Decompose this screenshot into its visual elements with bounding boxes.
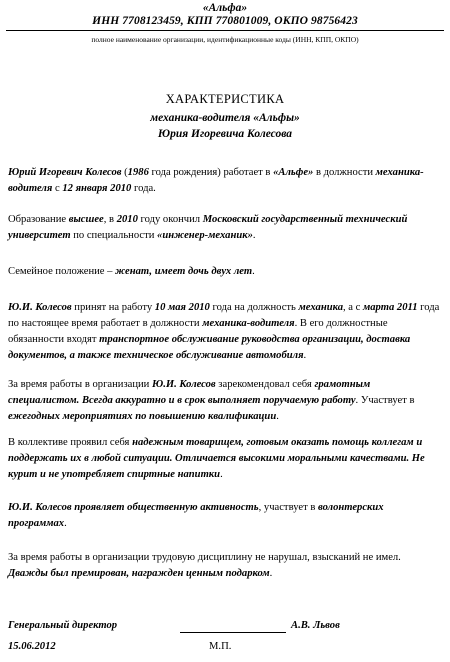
text-run: Ю.И. Колесов — [152, 379, 216, 390]
text-run: Московский государственный технический университет — [8, 214, 408, 241]
text-run: женат, имеет дочь двух лет — [115, 266, 253, 277]
text-run: зарекомендовал себя — [215, 379, 315, 390]
paragraph-education — [8, 212, 442, 244]
text-run: «инженер-механик» — [157, 230, 253, 241]
text-run: механика — [298, 302, 343, 313]
text-run: года на должность — [209, 302, 299, 313]
document-title: ХАРАКТЕРИСТИКА — [165, 92, 285, 106]
text-run: года рождения) работает в — [148, 167, 274, 178]
text-run: ежегодных мероприятиях по повышению квалификации — [8, 411, 277, 422]
signer-position: Генеральный директор — [8, 620, 118, 631]
text-run: в должности — [313, 167, 376, 178]
text-run: года по настоящее время работает в должности — [8, 302, 440, 329]
text-run: высшее — [68, 214, 104, 225]
text-run: транспортное обслуживание руководства организации, доставка документов, а также техническое обслуживание автомобиля — [8, 334, 411, 361]
text-run: Дважды был премирован, награжден ценным подарком — [8, 568, 270, 579]
text-run: , в — [103, 214, 117, 225]
text-run: . — [269, 568, 273, 579]
text-run: механика-водителя — [8, 167, 424, 194]
text-run: . — [252, 230, 256, 241]
text-run: , участвует в — [258, 502, 318, 513]
text-run: надежным товарищем, готовым оказать помощь коллегам и поддержать их в любой ситуации. Отличается высокими моральными качествами. Не курит и не употребляет спиртные напитки — [8, 437, 425, 480]
text-run: грамотным специалистом. Всегда аккуратно и в срок выполняет поручаемую работу — [8, 379, 371, 406]
text-run: года. — [131, 183, 156, 194]
paragraph-intro — [8, 165, 442, 197]
text-run: 2010 — [116, 214, 138, 225]
text-run: , а с — [343, 302, 363, 313]
paragraph-employment — [8, 300, 442, 364]
text-run: волонтерских программах — [8, 502, 384, 529]
text-run: 1986 — [127, 167, 149, 178]
text-run: механика-водителя — [202, 318, 295, 329]
text-run: . В его должностные обязанности входят — [8, 318, 388, 345]
paragraph-discipline — [8, 550, 442, 582]
text-run: . — [303, 350, 307, 361]
text-run: Юрий Игоревич Колесов — [8, 167, 122, 178]
text-run: . Участвует в — [355, 395, 415, 406]
text-run: За время работы в организации трудовую дисциплину не нарушал, взысканий не имел. — [8, 552, 401, 563]
text-run: году окончил — [137, 214, 203, 225]
text-run: 10 мая 2010 — [154, 302, 210, 313]
text-run: с — [52, 183, 63, 194]
organization-codes: ИНН 7708123459, КПП 770801009, ОКПО 98756423 — [92, 15, 358, 27]
text-run: Ю.И. Колесов проявляет общественную активность — [8, 502, 259, 513]
text-run: ( — [121, 167, 128, 178]
paragraph-social — [8, 500, 442, 532]
text-run: «Альфе» — [273, 167, 314, 178]
signer-name: А.В. Львов — [291, 620, 340, 631]
text-run: принят на работу — [71, 302, 155, 313]
text-run: . — [64, 518, 67, 529]
paragraph-performance — [8, 377, 442, 425]
header-caption: полное наименование организации, идентификационные коды (ИНН, КПП, ОКПО) — [91, 35, 359, 44]
signature-line — [180, 632, 286, 633]
text-run: За время работы в организации — [8, 379, 152, 390]
text-run: 12 января 2010 — [62, 183, 132, 194]
organization-name: «Альфа» — [202, 2, 248, 14]
paragraph-family — [8, 264, 442, 280]
text-run: марта 2011 — [363, 302, 418, 313]
employee-name: Юрия Игоревича Колесова — [157, 128, 293, 140]
document-subtitle: механика-водителя «Альфы» — [150, 112, 300, 124]
text-run: Образование — [8, 214, 69, 225]
header-divider — [6, 30, 444, 31]
text-run: . — [220, 469, 223, 480]
text-run: . — [276, 411, 279, 422]
text-run: Семейное положение – — [8, 266, 116, 277]
paragraph-team — [8, 435, 442, 483]
text-run: В коллективе проявил себя — [8, 437, 133, 448]
text-run: Ю.И. Колесов — [8, 302, 72, 313]
document-date: 15.06.2012 — [8, 641, 56, 652]
text-run: по специальности — [70, 230, 158, 241]
text-run: . — [252, 266, 255, 277]
stamp-placeholder: М.П. — [209, 641, 232, 652]
